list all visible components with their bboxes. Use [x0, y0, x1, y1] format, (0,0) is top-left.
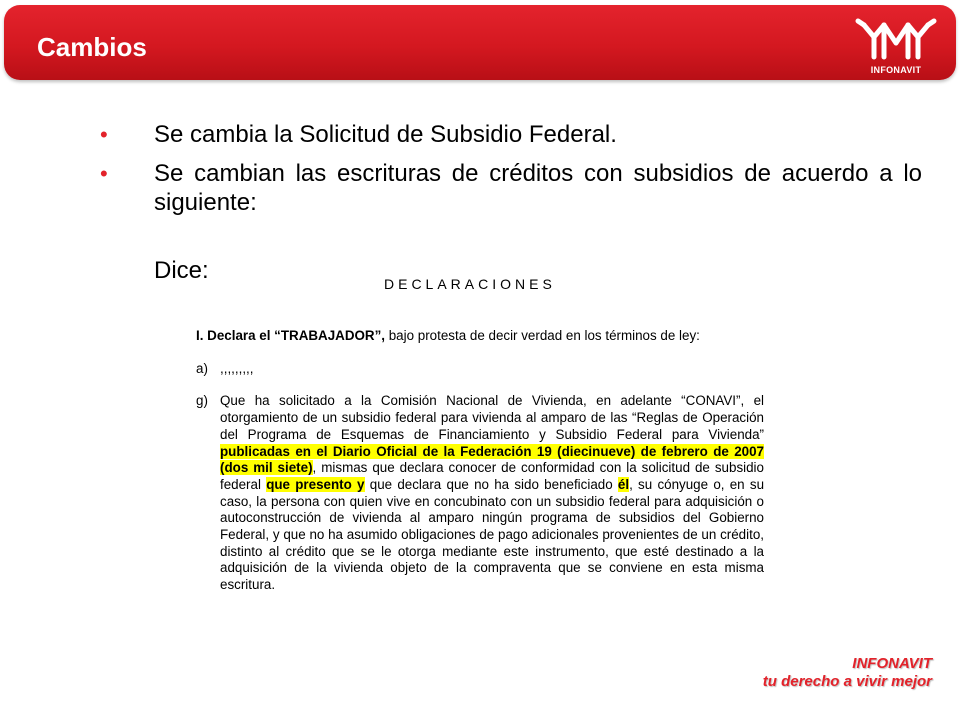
- clause-g-part: , mismas que declara conocer de conformidad con la solicitud de subsidio federal: [220, 460, 764, 492]
- clause-a-text: ,,,,,,,,,: [220, 360, 254, 376]
- highlight-el: él: [617, 476, 630, 492]
- document-intro: [196, 328, 764, 345]
- dice-label: Dice:: [154, 257, 209, 284]
- intro-bold: I. Declara el “TRABAJADOR”,: [196, 328, 386, 343]
- clause-a-label: a): [196, 360, 208, 376]
- infonavit-logo: [848, 13, 944, 81]
- infonavit-logo-icon: [848, 13, 944, 65]
- clause-g-part: , su cónyuge o, en su caso, la persona con quien vive en concubinato con un subsidio federal para adquisición o autoconstrucción de vivienda al amparo ningún programa de subsidios del Gobierno Federal, y que no ha asumido obligaciones de pago adicionales provenientes de un crédito, distinto al crédito que se le otorga mediante este instrumento, que esté destinado a la adquisición de la vivienda objeto de la compraventa que se conviene en esta misma escritura.: [220, 476, 765, 593]
- footer-slogan: tu derecho a vivir mejor: [762, 673, 932, 690]
- document-excerpt: [196, 328, 764, 594]
- clause-g-text: [220, 393, 764, 593]
- clause-g-part: Que ha solicitado a la Comisión Nacional de Vivienda, en adelante “CONAVI”, el otorgamiento de un subsidio federal para vivienda al amparo de las “Reglas de Operación del Programa de Esquemas de Financiamiento y Subsidio Federal para Vivienda”: [220, 393, 764, 442]
- bullet-list: [100, 120, 922, 227]
- logo-text: INFONAVIT: [870, 65, 922, 75]
- footer-tagline: [763, 655, 932, 691]
- header-banner: [4, 5, 956, 80]
- bullet-text: Se cambian las escrituras de créditos con subsidios de acuerdo a lo siguiente:: [154, 160, 922, 216]
- clause-g: [196, 393, 764, 593]
- highlight-publication: publicadas en el Diario Oficial de la Federación 19 (diecinueve) de febrero de 2007 (dos mil siete): [220, 443, 764, 476]
- intro-rest: bajo protesta de decir verdad en los términos de ley:: [385, 328, 700, 343]
- bullet-dot-icon: •: [100, 122, 108, 147]
- bullet-dot-icon: •: [100, 161, 108, 186]
- bullet-item: [100, 120, 922, 149]
- document-heading: DECLARACIONES: [384, 276, 556, 292]
- bullet-item: [100, 159, 922, 217]
- clause-g-label: g): [196, 393, 208, 409]
- highlight-que-presento: que presento y: [266, 476, 365, 492]
- footer-brand: INFONAVIT: [852, 655, 932, 672]
- clause-a: [196, 361, 764, 378]
- clause-g-part: que declara que no ha sido beneficiado: [364, 476, 618, 492]
- bullet-text: Se cambia la Solicitud de Subsidio Federal.: [154, 121, 617, 148]
- page-title: Cambios: [37, 32, 147, 62]
